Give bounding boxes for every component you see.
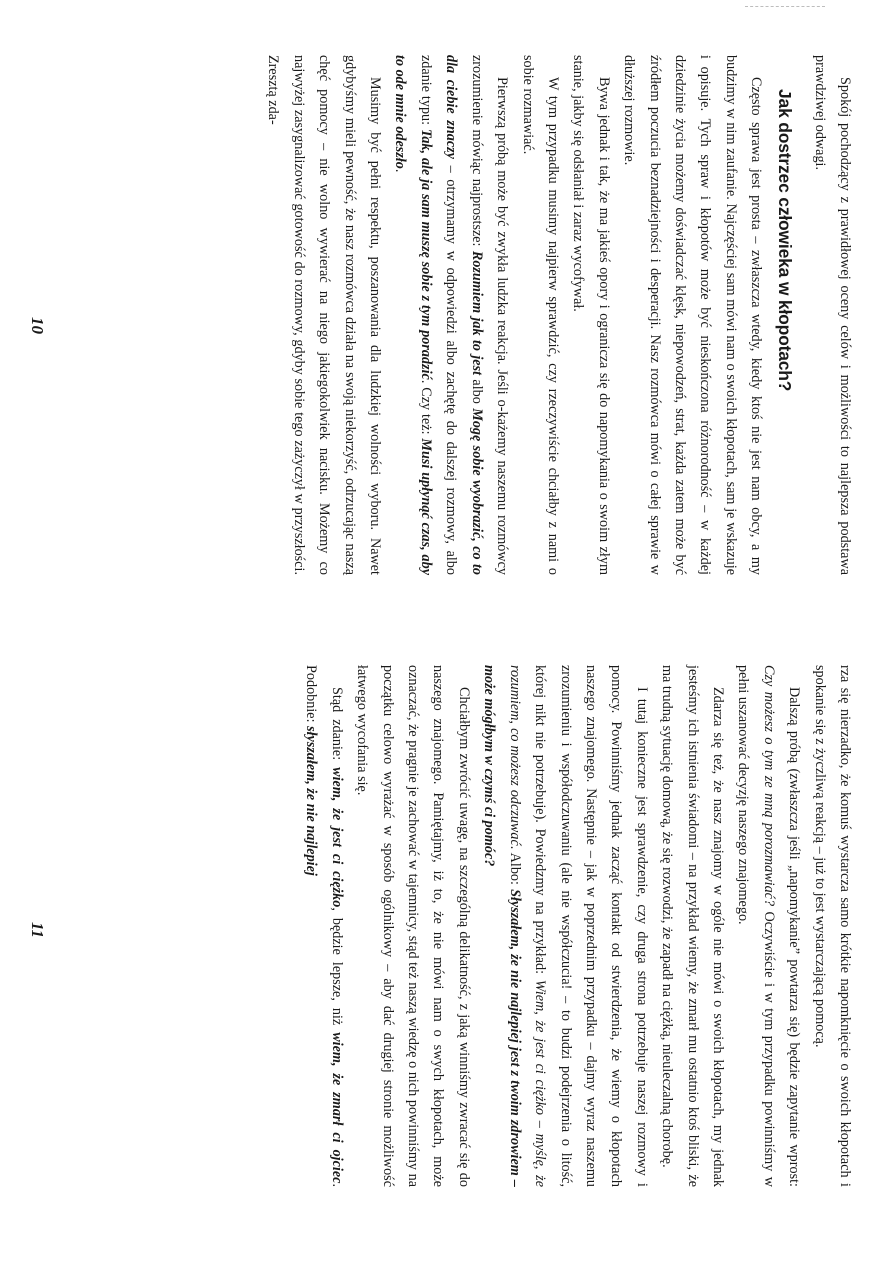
page-number-left: 10 [28, 317, 47, 334]
italic-phrase: Rozumiem jak to jest [468, 250, 485, 376]
text-run: . Podobnie: [303, 665, 345, 1187]
paragraph [476, 665, 654, 1187]
italic-phrase: wiem, że jest ci ciężko [328, 767, 345, 908]
intro-paragraph: Spokój pochodzący z prawidłowej oceny celów i możliwości to najlepsza podstawa prawdziwej odwagi. [811, 55, 853, 575]
paragraph [730, 665, 806, 1187]
paragraph: Bywa jednak i tak, że ma jakieś opory i ogranicza się do napomykania o swoim złym stanie, jakby się odsłaniał i zaraz wycofywał. [570, 55, 612, 575]
text-run: . Albo: [506, 845, 523, 890]
paragraph: Często sprawa jest prosta – zwłaszcza wtedy, kiedy ktoś nie jest nam obcy, a my budzimy w nim zaufanie. Najczęściej sam mówi nam o swoich kłopotach, sam je wskazuje i opisuje. Tych spraw i kłopotów może być nieskończona różnorodność – w każdej dziedzinie życia możemy doświadczać klęsk, niepowodzeń, strat, każda zatem może być źródłem poczucia beznadziejności i desperacji. Nasz rozmówca mówi o całej sprawie w dłuższej rozmowie. [621, 55, 765, 575]
text-run: . Czy też: [417, 379, 434, 439]
italic-phrase: słyszałem, że nie najlepiej [303, 726, 320, 876]
paragraph: rza się nierzadko, że komuś wystarcza samo krótkie napomknięcie o swoich kłopotach i spokanie się z życzliwą reakcją – już to jest wystarczającą pomocą. [811, 665, 853, 1187]
text-run: Pierwszą próbą może być zwykła ludzka reakcja. Jeśli o-każemy naszemu rozmówcy zrozumienie mówiąc najprostsze: [468, 55, 511, 575]
paragraph [298, 665, 349, 1187]
italic-phrase: Tak, ale ja sam muszę sobie z tym poradzić [417, 128, 434, 380]
text-run: albo [468, 375, 485, 409]
paragraph [387, 55, 514, 575]
text-run: – otrzymamy w odpowiedzi albo zachętę do dalszej rozmowy, albo zdanie typu: [417, 55, 460, 575]
page-right-column [298, 665, 857, 1187]
text-run: Dalszą próbą (zwłaszcza jeśli „napomykanie” powtarza się) będzie zapytanie wprost: [786, 687, 803, 1187]
paragraph: Chciałbym zwrócić uwagę, na szczególną delikatność, z jaką winniśmy zwracać się do naszego znajomego. Pamiętajmy, iż to, że nie mówi nam o swych kłopotach, może oznaczać, że pragnie je zachować w tajemnicy, stąd też naszą wiedzę o nich powinniśmy na początku celowo wyrażać w sposób ogólnikowy – aby dać drugiej stronie możliwość łatwego wycofania się. [354, 665, 472, 1187]
italic-phrase: wiem, że zmarł ci ojciec [328, 1032, 345, 1184]
paragraph: Zdarza się też, że nasz znajomy w ogóle nie mówi o swoich kłopotach, my jednak jesteśmy ich istnienia świadomi – na przykład wiemy, że zmarł mu ostatnio ktoś bliski, że ma trudną sytuację domową, że się rozwodzi, że zapadł na ciężką, nieuleczalną chorobę. [659, 665, 726, 1187]
text-run: . [392, 168, 409, 173]
page-number-right: 11 [28, 922, 47, 939]
text-run: Oczywiście i w tym przypadku powinniśmy w pełni uszanować decyzję naszego znajomego. [735, 665, 777, 1187]
text-run: I tutaj konieczne jest sprawdzenie, czy druga strona potrzebuje naszej rozmowy i pomocy. Powinniśmy jednak zacząć kontakt od stwierdzenia, że wiemy o kłopotach naszego znajomego. Następnie – jak w poprzednim przypadku – dajmy wyraz naszemu zrozumieniu i współodczuwaniu (ale nie współczucia! – to budzi podejrzenia o litość, której nikt nie potrzebuje). Powiedzmy na przykład: [532, 665, 650, 1187]
italic-phrase: Musi upłynąć czas, aby to ode mnie odeszło [392, 55, 434, 576]
italic-phrase: Słyszałem, że nie najlepiej jest z twoim zdrowiem – może mógłbym w czymś ci pomóc? [481, 665, 523, 1187]
paragraph: Musimy być pełni respektu, poszanowania dla ludzkiej wolności wyboru. Nawet gdybyśmy mieli pewność, że nasz rozmówca działa na swoją niekorzyść, odrzucając naszą chęć pomocy – nie wolno wywierać na niego jakiegokolwiek nacisku. Możemy co najwyżej zasygnalizować gotowość do rozmowy, gdyby sobie tego zażyczył w przyszłości. Zresztą zda- [265, 55, 384, 575]
italic-phrase: Wiem, że jest ci ciężko – myślę, że rozumiem, co możesz odczuwać [506, 665, 549, 1187]
italic-phrase: Mogę sobie wyobrazić, co to dla ciebie znaczy [443, 55, 485, 575]
page-left-column [260, 55, 857, 575]
section-heading: Jak dostrzec człowieka w kłopotach? [775, 89, 796, 392]
text-run: Stąd zdanie: [328, 687, 345, 768]
italic-phrase: Czy możesz o tym ze mną porozmawiać? [760, 665, 777, 907]
text-run: , będzie lepsze, niż [328, 907, 345, 1033]
paragraph: W tym przypadku musimy najpierw sprawdzić, czy rzeczywiście chciałby z nami o sobie rozmawiać. [519, 55, 561, 575]
